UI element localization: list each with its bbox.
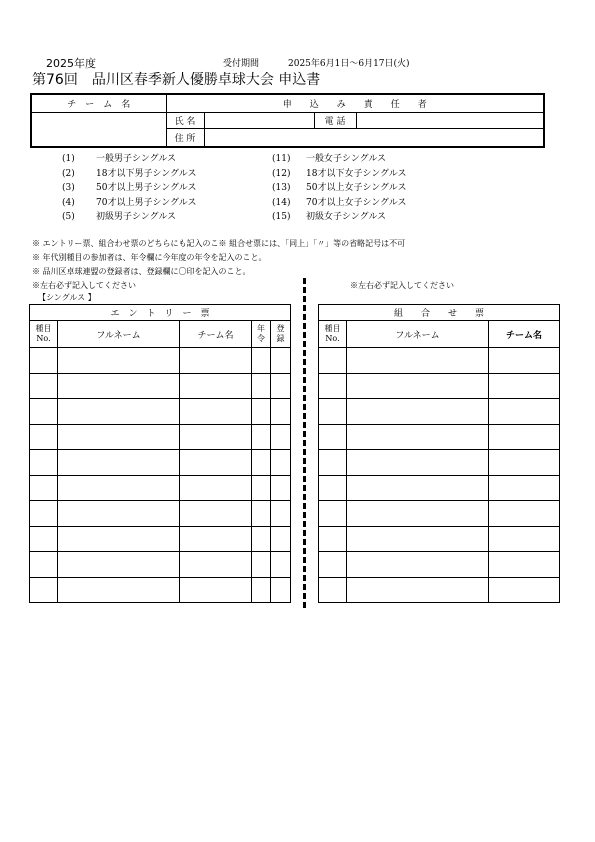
event-category-item [62,209,176,222]
combo-cell[interactable] [489,475,560,501]
note-3: ※ 品川区卓球連盟の登録者は、登録欄に〇印を記入のこと。 [32,267,251,276]
period-label: 受付期間 [223,59,260,69]
entry-cell[interactable] [271,526,291,552]
entry-row [30,526,291,552]
event-category-label: 70才以上女子シングルス [306,197,407,208]
combo-row [319,373,560,399]
entry-cell[interactable] [180,399,252,425]
event-category-number: (13) [272,183,291,193]
col-fullname: フルネーム [58,321,180,348]
combo-cell[interactable] [347,475,489,501]
entry-cell[interactable] [180,501,252,527]
entry-cell[interactable] [271,348,291,374]
combo-row [319,399,560,425]
event-category-item [62,195,197,208]
event-category-item [272,180,407,193]
combo-row [319,501,560,527]
document-title: 第76回 品川区春季新人優勝卓球大会 申込書 [32,72,321,88]
left-instruction: ※左右必ず記入してください [32,281,136,290]
event-category-label: 18才以下男子シングルス [96,168,197,179]
event-category-number: (5) [62,212,75,222]
entry-cell[interactable] [271,424,291,450]
combo-row [319,475,560,501]
entry-row [30,577,291,603]
name-field[interactable] [204,112,314,129]
entry-cell[interactable] [180,373,252,399]
combo-cell[interactable] [489,424,560,450]
address-label: 住 所 [166,129,204,147]
col-event-no: 種目 No. [30,321,58,348]
combo-cell[interactable] [319,501,347,527]
combo-row [319,424,560,450]
event-category-label: 一般男子シングルス [96,154,177,164]
combo-cell[interactable] [489,450,560,476]
entry-cell[interactable] [271,450,291,476]
responsible-header: 申 込 み 責 任 者 [166,94,544,112]
event-category-number: (15) [272,212,291,222]
entry-cell[interactable] [58,475,180,501]
combo-cell[interactable] [489,373,560,399]
entry-cell[interactable] [271,475,291,501]
event-category-label: 18才以下女子シングルス [306,168,407,179]
combo-row [319,552,560,578]
combo-row [319,348,560,374]
event-category-label: 50才以上女子シングルス [306,183,407,193]
combo-cell[interactable] [489,577,560,603]
combo-cell[interactable] [347,348,489,374]
event-category-number: (3) [62,183,75,193]
entry-row [30,399,291,425]
event-category-number: (2) [62,168,75,179]
entry-row [30,373,291,399]
entry-cell[interactable] [252,475,271,501]
entry-row [30,450,291,476]
entry-cell[interactable] [252,577,271,603]
col-age: 年 令 [252,321,271,348]
phone-label: 電 話 [314,112,356,129]
event-category-number: (11) [272,154,291,164]
combo-cell[interactable] [319,526,347,552]
combo-cell[interactable] [319,424,347,450]
phone-field[interactable] [356,112,544,129]
combo-cell[interactable] [489,501,560,527]
event-category-number: (12) [272,168,291,179]
event-category-item [62,151,176,164]
combo-cell[interactable] [347,526,489,552]
entry-cell[interactable] [180,577,252,603]
entry-cell[interactable] [30,424,58,450]
entry-cell[interactable] [271,399,291,425]
combo-cell[interactable] [319,348,347,374]
entry-cell[interactable] [252,373,271,399]
team-name-header: チ ー ム 名 [31,94,166,112]
entry-table [29,304,291,603]
entry-row [30,424,291,450]
entry-cell[interactable] [30,526,58,552]
event-category-label: 初級女子シングルス [306,212,387,222]
entry-cell[interactable] [180,348,252,374]
note-2: ※ 年代別種目の参加者は、年令欄に今年度の年令を記入のこと。 [32,253,267,262]
combo-col-fullname: フルネーム [347,321,489,348]
col-team: チーム名 [180,321,252,348]
entry-cell[interactable] [30,475,58,501]
applicant-table [30,93,545,148]
event-category-label: 一般女子シングルス [306,154,387,164]
event-category-number: (1) [62,154,75,164]
entry-cell[interactable] [58,348,180,374]
entry-cell[interactable] [58,424,180,450]
combo-cell[interactable] [319,373,347,399]
entry-cell[interactable] [252,552,271,578]
combo-cell[interactable] [319,552,347,578]
event-category-label: 70才以上男子シングルス [96,197,197,208]
name-label: 氏 名 [166,112,204,129]
event-category-item [272,166,407,179]
entry-cell[interactable] [58,450,180,476]
combo-cell[interactable] [347,450,489,476]
entry-cell[interactable] [58,577,180,603]
singles-label: 【シングルス 】 [38,293,96,302]
combo-col-team: チーム名 [489,321,560,348]
event-category-label: 50才以上男子シングルス [96,183,197,193]
note-1: ※ エントリー票、組合わせ票のどちらにも記入のこ※ 組合せ票には、｢同上｣「〃」等の省略記号は不可 [32,239,406,248]
event-category-number: (14) [272,197,291,208]
entry-cell[interactable] [180,552,252,578]
combo-cell[interactable] [319,399,347,425]
entry-cell[interactable] [271,373,291,399]
entry-cell[interactable] [30,450,58,476]
entry-table-title: エ ン ト リ ー 票 [30,305,291,321]
entry-cell[interactable] [252,399,271,425]
combo-cell[interactable] [319,450,347,476]
entry-cell[interactable] [180,424,252,450]
team-name-field[interactable] [31,112,166,147]
entry-cell[interactable] [271,501,291,527]
combo-cell[interactable] [347,501,489,527]
right-instruction: ※左右必ず記入してください [350,281,454,290]
entry-cell[interactable] [271,577,291,603]
entry-cell[interactable] [30,348,58,374]
combo-cell[interactable] [489,552,560,578]
combo-table-title: 組 合 せ 票 [319,305,560,321]
entry-cell[interactable] [30,373,58,399]
combo-cell[interactable] [319,475,347,501]
entry-cell[interactable] [180,475,252,501]
event-category-label: 初級男子シングルス [96,212,177,222]
entry-cell[interactable] [252,450,271,476]
combo-cell[interactable] [347,552,489,578]
entry-cell[interactable] [30,501,58,527]
entry-cell[interactable] [58,501,180,527]
combo-cell[interactable] [489,399,560,425]
combo-cell[interactable] [347,399,489,425]
entry-cell[interactable] [58,552,180,578]
cut-line [303,278,306,608]
combo-table [318,304,560,603]
entry-row [30,475,291,501]
entry-cell[interactable] [58,526,180,552]
event-category-item [62,180,197,193]
entry-cell[interactable] [180,526,252,552]
entry-row [30,348,291,374]
event-category-item [272,151,386,164]
entry-cell[interactable] [252,501,271,527]
entry-cell[interactable] [30,577,58,603]
entry-cell[interactable] [58,373,180,399]
event-category-item [272,195,407,208]
combo-cell[interactable] [489,348,560,374]
period-value: 2025年6月1日～6月17日(火) [288,59,410,69]
combo-col-event-no: 種目 No. [319,321,347,348]
entry-row [30,552,291,578]
combo-cell[interactable] [347,577,489,603]
combo-cell[interactable] [489,526,560,552]
entry-row [30,501,291,527]
entry-cell[interactable] [252,526,271,552]
combo-cell[interactable] [347,424,489,450]
event-category-item [272,209,386,222]
fiscal-year: 2025年度 [46,57,96,70]
entry-cell[interactable] [30,552,58,578]
combo-cell[interactable] [319,577,347,603]
address-field[interactable] [204,129,544,147]
entry-cell[interactable] [58,399,180,425]
col-registered: 登 録 [271,321,291,348]
combo-row [319,526,560,552]
entry-cell[interactable] [30,399,58,425]
entry-cell[interactable] [271,552,291,578]
entry-cell[interactable] [252,424,271,450]
entry-cell[interactable] [180,450,252,476]
event-category-item [62,166,197,179]
combo-cell[interactable] [347,373,489,399]
combo-row [319,450,560,476]
combo-row [319,577,560,603]
entry-cell[interactable] [252,348,271,374]
event-category-number: (4) [62,197,75,208]
